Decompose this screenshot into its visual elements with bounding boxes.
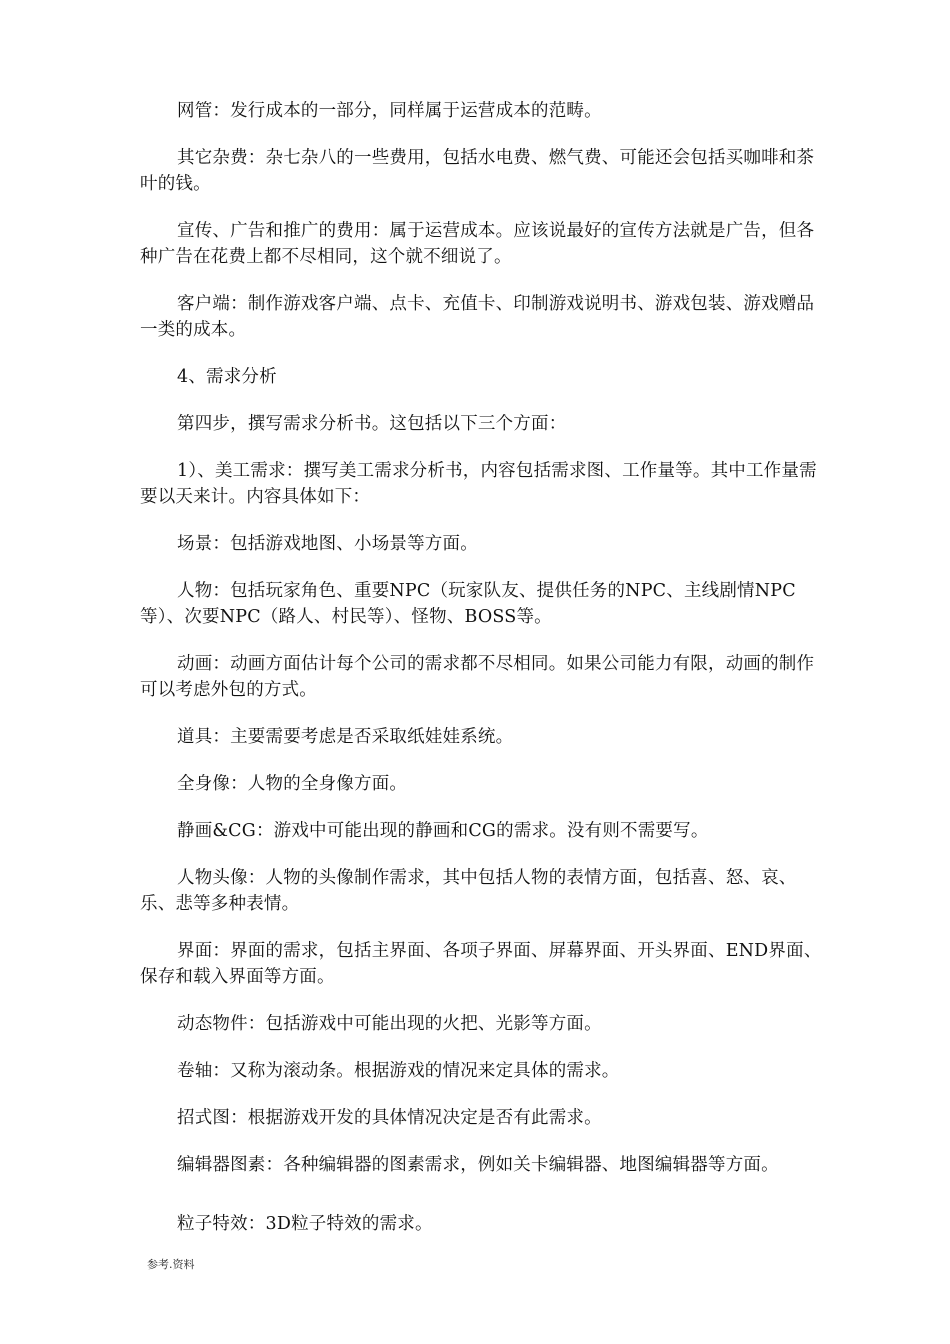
paragraph: 网管：发行成本的一部分，同样属于运营成本的范畴。 bbox=[177, 101, 602, 121]
list-item: 人物头像：人物的头像制作需求，其中包括人物的表情方面，包括喜、怒、哀、乐、悲等多种表情。 bbox=[140, 868, 797, 914]
list-item: 界面：界面的需求，包括主界面、各项子界面、屏幕界面、开头界面、END界面、保存和载入界面等方面。 bbox=[140, 941, 822, 987]
list-item: 全身像：人物的全身像方面。 bbox=[177, 774, 408, 794]
list-item: 场景：包括游戏地图、小场景等方面。 bbox=[177, 534, 478, 554]
paragraph: 客户端：制作游戏客户端、点卡、充值卡、印制游戏说明书、游戏包装、游戏赠品一类的成本。 bbox=[140, 294, 815, 340]
document-body bbox=[140, 98, 822, 1258]
list-item: 动画：动画方面估计每个公司的需求都不尽相同。如果公司能力有限，动画的制作可以考虑外包的方式。 bbox=[140, 654, 815, 700]
list-item: 人物：包括玩家角色、重要NPC（玩家队友、提供任务的NPC、主线剧情NPC等）、次要NPC（路人、村民等）、怪物、BOSS等。 bbox=[140, 581, 796, 627]
paragraph: 1）、美工需求：撰写美工需求分析书，内容包括需求图、工作量等。其中工作量需要以天来计。内容具体如下： bbox=[140, 461, 817, 507]
paragraph: 第四步，撰写需求分析书。这包括以下三个方面： bbox=[177, 414, 567, 434]
list-item: 动态物件：包括游戏中可能出现的火把、光影等方面。 bbox=[177, 1014, 602, 1034]
paragraph: 其它杂费：杂七杂八的一些费用，包括水电费、燃气费、可能还会包括买咖啡和茶叶的钱。 bbox=[140, 148, 815, 194]
paragraph: 宣传、广告和推广的费用：属于运营成本。应该说最好的宣传方法就是广告，但各种广告在花费上都不尽相同，这个就不细说了。 bbox=[140, 221, 815, 267]
list-item: 道具：主要需要考虑是否采取纸娃娃系统。 bbox=[177, 727, 514, 747]
list-item: 招式图：根据游戏开发的具体情况决定是否有此需求。 bbox=[177, 1108, 602, 1128]
list-item: 静画&CG：游戏中可能出现的静画和CG的需求。没有则不需要写。 bbox=[177, 821, 709, 841]
footer-note: 参考.资料 bbox=[147, 1258, 195, 1271]
list-item: 卷轴：又称为滚动条。根据游戏的情况来定具体的需求。 bbox=[177, 1061, 620, 1081]
list-item: 粒子特效：3D粒子特效的需求。 bbox=[177, 1214, 433, 1234]
list-item: 编辑器图素：各种编辑器的图素需求，例如关卡编辑器、地图编辑器等方面。 bbox=[177, 1155, 779, 1175]
section-heading: 4、需求分析 bbox=[177, 367, 277, 387]
